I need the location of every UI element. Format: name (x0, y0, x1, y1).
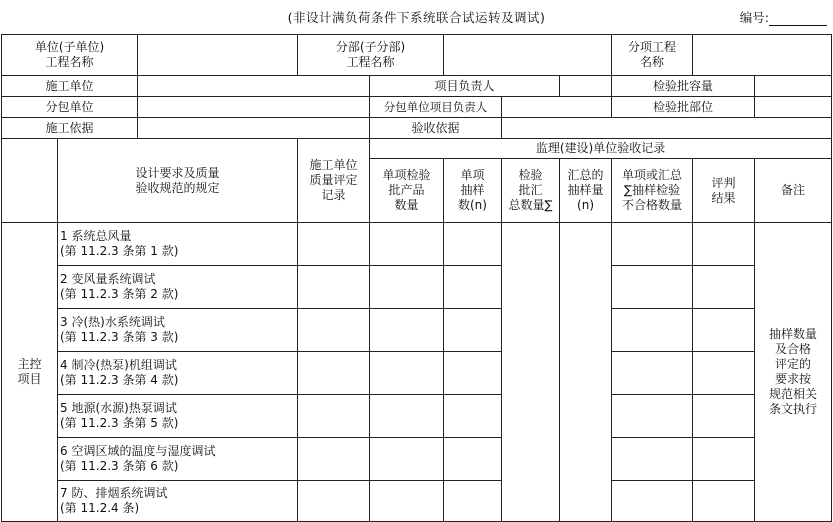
table-row (2, 309, 832, 352)
unqualified-cell[interactable] (612, 395, 693, 438)
unqualified-cell[interactable] (612, 309, 693, 352)
table-row (2, 438, 832, 481)
self-check-cell[interactable] (298, 395, 370, 438)
batch-quantity-cell[interactable] (370, 395, 444, 438)
form-number (740, 8, 827, 26)
table-row (2, 481, 832, 522)
batch-quantity-cell[interactable] (370, 266, 444, 309)
sample-count-cell[interactable] (444, 395, 502, 438)
col-single-sample-count: 单项 抽样 数(n) (444, 159, 502, 223)
acceptance-basis-label: 验收依据 (370, 118, 502, 139)
form-header (0, 0, 833, 34)
form-number-label: 编号: (739, 10, 769, 25)
judgement-cell[interactable] (693, 438, 755, 481)
info-row-4 (2, 118, 832, 139)
subcontract-unit-label: 分包单位 (2, 97, 138, 118)
info-row-3 (2, 97, 832, 118)
batch-quantity-cell[interactable] (370, 223, 444, 266)
batch-capacity-value[interactable] (755, 76, 832, 97)
unit-project-name-label: 单位(子单位) 工程名称 (2, 35, 138, 76)
self-check-cell[interactable] (298, 266, 370, 309)
batch-quantity-cell[interactable] (370, 481, 444, 522)
batch-location-label: 检验批部位 (612, 97, 755, 118)
division-project-name-label: 分部(子分部) 工程名称 (298, 35, 444, 76)
construction-basis-value[interactable] (138, 118, 370, 139)
requirement-header: 设计要求及质量 验收规范的规定 (58, 139, 298, 223)
supervisor-header: 监理(建设)单位验收记录 (370, 139, 832, 159)
division-project-name-value[interactable] (444, 35, 612, 76)
self-check-header: 施工单位 质量评定 记录 (298, 139, 370, 223)
form-subtitle: (非设计满负荷条件下系统联合试运转及调试) (287, 10, 546, 25)
judgement-cell[interactable] (693, 223, 755, 266)
construction-unit-label: 施工单位 (2, 76, 138, 97)
construction-basis-label: 施工依据 (2, 118, 138, 139)
main-control-label: 主控 项目 (2, 223, 58, 522)
unqualified-cell[interactable] (612, 481, 693, 522)
project-leader-value[interactable] (560, 76, 612, 97)
batch-total-cell[interactable] (502, 223, 560, 522)
form-number-field[interactable] (769, 12, 827, 26)
inspection-table (1, 34, 832, 522)
item-cell: 1 系统总风量 (第 11.2.3 条第 1 款) (58, 223, 298, 266)
judgement-cell[interactable] (693, 395, 755, 438)
sample-count-cell[interactable] (444, 223, 502, 266)
batch-location-value[interactable] (755, 97, 832, 118)
sample-count-cell[interactable] (444, 309, 502, 352)
judgement-cell[interactable] (693, 352, 755, 395)
batch-capacity-label: 检验批容量 (612, 76, 755, 97)
acceptance-basis-value[interactable] (502, 118, 832, 139)
item-cell: 3 冷(热)水系统调试 (第 11.2.3 条第 3 款) (58, 309, 298, 352)
col-unqualified-count: 单项或汇总 ∑抽样检验 不合格数量 (612, 159, 693, 223)
judgement-cell[interactable] (693, 309, 755, 352)
construction-unit-value[interactable] (138, 76, 370, 97)
sample-count-cell[interactable] (444, 352, 502, 395)
table-row (2, 395, 832, 438)
info-row-2 (2, 76, 832, 97)
sample-count-cell[interactable] (444, 266, 502, 309)
remark-cell: 抽样数量 及合格 评定的 要求按 规范相关 条文执行 (755, 223, 832, 522)
table-row (2, 352, 832, 395)
subitem-project-name-value[interactable] (693, 35, 832, 76)
subitem-project-name-label: 分项工程 名称 (612, 35, 693, 76)
batch-quantity-cell[interactable] (370, 438, 444, 481)
subcontract-leader-value[interactable] (502, 97, 612, 118)
table-row (2, 223, 832, 266)
self-check-cell[interactable] (298, 223, 370, 266)
item-cell: 6 空调区域的温度与湿度调试 (第 11.2.3 条第 6 款) (58, 438, 298, 481)
subcontract-unit-value[interactable] (138, 97, 370, 118)
col-remarks: 备注 (755, 159, 832, 223)
judgement-cell[interactable] (693, 266, 755, 309)
table-header-row-1 (2, 139, 832, 159)
unqualified-cell[interactable] (612, 438, 693, 481)
self-check-cell[interactable] (298, 352, 370, 395)
self-check-cell[interactable] (298, 481, 370, 522)
batch-quantity-cell[interactable] (370, 352, 444, 395)
unqualified-cell[interactable] (612, 352, 693, 395)
judgement-cell[interactable] (693, 481, 755, 522)
unit-project-name-value[interactable] (138, 35, 298, 76)
total-sample-cell[interactable] (560, 223, 612, 522)
info-row-1 (2, 35, 832, 76)
sample-count-cell[interactable] (444, 438, 502, 481)
table-row (2, 266, 832, 309)
header-blank-cell (2, 139, 58, 223)
unqualified-cell[interactable] (612, 223, 693, 266)
item-cell: 7 防、排烟系统调试 (第 11.2.4 条) (58, 481, 298, 522)
col-single-batch-quantity: 单项检验 批产品 数量 (370, 159, 444, 223)
item-cell: 4 制冷(热泵)机组调试 (第 11.2.3 条第 4 款) (58, 352, 298, 395)
col-total-sample-count: 汇总的 抽样量 (n) (560, 159, 612, 223)
col-batch-total-quantity: 检验 批汇 总数量∑ (502, 159, 560, 223)
project-leader-label: 项目负责人 (370, 76, 560, 97)
self-check-cell[interactable] (298, 309, 370, 352)
sample-count-cell[interactable] (444, 481, 502, 522)
col-judgement-result: 评判 结果 (693, 159, 755, 223)
item-cell: 2 变风量系统调试 (第 11.2.3 条第 2 款) (58, 266, 298, 309)
item-cell: 5 地源(水源)热泵调试 (第 11.2.3 条第 5 款) (58, 395, 298, 438)
self-check-cell[interactable] (298, 438, 370, 481)
batch-quantity-cell[interactable] (370, 309, 444, 352)
unqualified-cell[interactable] (612, 266, 693, 309)
subcontract-leader-label: 分包单位项目负责人 (370, 97, 502, 118)
